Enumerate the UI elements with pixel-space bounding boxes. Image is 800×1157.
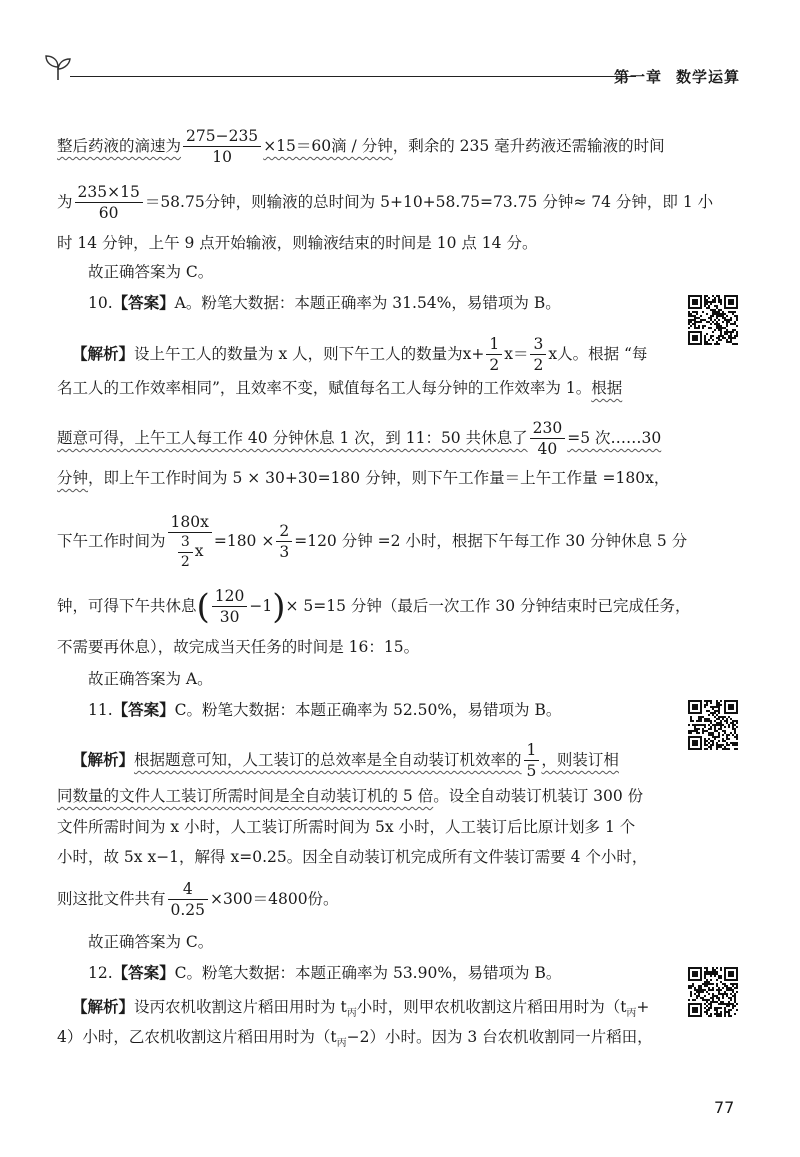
answer-line: 故正确答案为 C。 [88,263,214,281]
fraction: 180x $\frac{3}{2}$ x [168,514,212,570]
text-line: 时 14 分钟，上午 9 点开始输液，则输液结束的时间是 10 点 14 分。 [57,234,538,252]
text-line: 小时，故 5x x−1，解得 x=0.25。因全自动装订机完成所有文件装订需要 4 个小时， [57,848,648,866]
header-rule [70,76,636,77]
analysis-line: 【解析】设丙农机收割这片稻田用时为 $t_丙$小时，则甲农机收割这片稻田用时为（$t_丙+$ [72,998,650,1020]
text-line: 名工人的工作效率相同”，且效率不变，赋值每名工人每分钟的工作效率为 1。根据 [57,379,623,397]
fraction: $\frac{275-235}{10}$ [183,128,261,166]
page-number: 77 [714,1098,735,1117]
answer-heading: 12.【答案】C。粉笔大数据：本题正确率为 53.90%，易错项为 B。 [88,964,562,982]
answer-heading: 11.【答案】C。粉笔大数据：本题正确率为 52.50%，易错项为 B。 [88,701,562,719]
analysis-line: 【解析】根据题意可知，人工装订的总效率是全自动装订机效率的 $\frac{1}{5}$ ，则装订相 [72,741,619,781]
qr-code-icon[interactable] [688,967,738,1017]
page-header [40,50,740,90]
answer-line: 故正确答案为 C。 [88,933,214,951]
qr-code-icon[interactable] [688,295,738,345]
text-line: 分钟，即上午工作时间为 5 × 30+30=180 分钟，则下午工作量＝上午工作量 =180x， [57,469,670,487]
fraction: $\frac{235\times 15}{60}$ [75,184,143,222]
text-line: 题意可得，上午工人每工作 40 分钟休息 1 次，到 11：50 共休息了 $\frac{230}{40}$ =5 次……30 [57,419,662,459]
text-line: 下午工作时间为 180x $\frac{3}{2}$ x =180 × $\frac{2}{3}$ =120 分钟 =2 小时，根据下午每工作 30 分钟休息 5 分 [57,513,688,570]
fraction: $\frac{230}{40}$ [530,420,566,458]
fraction: $\frac{2}{3}$ [276,523,292,561]
text-line: 则这批文件共有 $\frac{4}{0.25}$ ×300＝4800份。 [57,880,339,920]
answer-heading: 10.【答案】A。粉笔大数据：本题正确率为 31.54%，易错项为 B。 [88,294,561,312]
fraction: $\frac{1}{2}$ [486,336,502,374]
text-line: 同数量的文件人工装订所需时间是全自动装订机的 5 倍。设全自动装订机装订 300 份 [57,787,644,805]
answer-line: 故正确答案为 A。 [88,670,213,688]
text-line: 整后药液的滴速为 $\frac{275-235}{10}$ ×15＝60滴 / 分钟，剩余的 235 毫升药液还需输液的时间 [57,127,665,167]
text-line: 文件所需时间为 x 小时，人工装订所需时间为 5x 小时，人工装订后比原计划多 1 个 [57,818,636,836]
fraction: $\frac{120}{30}$ [212,588,248,626]
fraction: $\frac{1}{5}$ [524,742,540,780]
analysis-line: 【解析】设上午工人的数量为 x 人，则下午工人的数量为x+ $\frac{1}{2}$ x＝ $\frac{3}{2}$ x人。根据 “每 [72,335,648,375]
chapter-title: 数学运算 [675,68,740,86]
sprout-icon [42,50,74,82]
chapter-heading [614,66,740,87]
fraction: $\frac{3}{2}$ [530,336,546,374]
fraction: $\frac{4}{0.25}$ [168,881,209,919]
chapter-number: 第一章 [613,68,662,86]
text-line: 钟，可得下午共休息( $\frac{120}{30}$ −1)× 5=15 分钟（最后一次工作 30 分钟结束时已完成任务， [57,586,691,627]
text-line: 不需要再休息），故完成当天任务的时间是 16：15。 [57,638,420,656]
qr-code-icon[interactable] [688,700,738,750]
text-line: 为 $\frac{235\times 15}{60}$ ＝58.75分钟，则输液的总时间为 5+10+58.75=73.75 分钟≈ 74 分钟，即 1 小 [57,183,714,223]
text-line: 4）小时，乙农机收割这片稻田用时为$(t_丙-2)$小时。因为 3 台农机收割同一片稻田， [57,1028,653,1050]
